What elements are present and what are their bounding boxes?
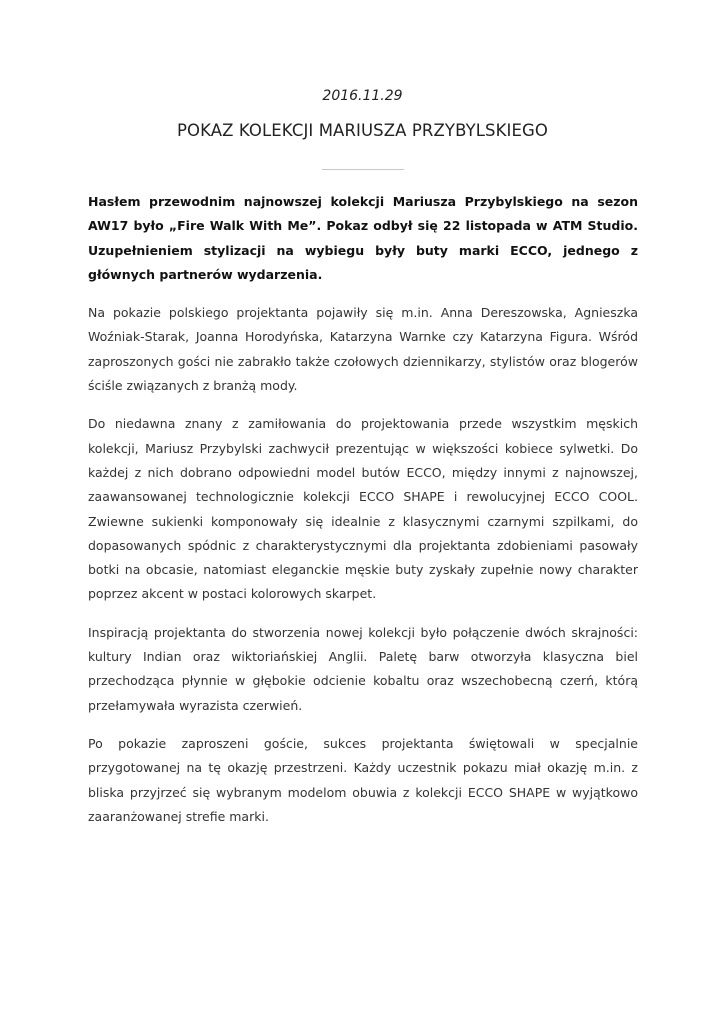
page-title: POKAZ KOLEKCJI MARIUSZA PRZYBYLSKIEGO — [176, 121, 549, 140]
document-date: 2016.11.29 — [322, 88, 403, 104]
body-paragraph-3: Inspiracją projektanta do stworzenia nowej kolekcji było połączenie dwóch skrajności: kultury Indian oraz wiktoriańskiej Anglii. Paletę barw otworzyła klasyczna biel przechodząca płynnie w głębokie odcienie kobaltu oraz wszechobecną czerń, którą przełamywała wyrazista czerwień. — [88, 624, 638, 713]
body-paragraph-4: Po pokazie zaproszeni goście, sukces projektanta świętowali w specjalnie przygotowanej na tę okazję przestrzeni. Każdy uczestnik pokazu miał okazję m.in. z bliska przyjrzeć się wybranym modelom obuwia z kolekcji ECCO SHAPE w wyjątkowo zaaranżowanej strefie marki. — [88, 735, 638, 824]
lead-paragraph: Hasłem przewodnim najnowszej kolekcji Mariusza Przybylskiego na sezon AW17 było „Fire Walk With Me”. Pokaz odbył się 22 listopada w ATM Studio. Uzupełnieniem stylizacji na wybiegu były buty marki ECCO, jednego z głównych partnerów wydarzenia. — [88, 194, 638, 282]
article-body — [88, 190, 638, 843]
body-paragraph-1: Na pokazie polskiego projektanta pojawiły się m.in. Anna Dereszowska, Agnieszka Woźniak-Starak, Joanna Horodyńska, Katarzyna Warnke czy Katarzyna Figura. Wśród zaproszonych gości nie zabrakło także czołowych dziennikarzy, stylistów oraz blogerów ściśle związanych z branżą mody. — [88, 305, 638, 394]
title-divider — [322, 169, 404, 170]
body-paragraph-2: Do niedawna znany z zamiłowania do projektowania przede wszystkim męskich kolekcji, Mariusz Przybylski zachwycił prezentując w większości kobiece sylwetki. Do każdej z nich dobrano odpowiedni model butów ECCO, między innymi z najnowszej, zaawansowanej technologicznie kolekcji ECCO SHAPE i rewolucyjnej ECCO COOL. Zwiewne sukienki komponowały się idealnie z klasycznymi czarnymi szpilkami, do dopasowanych spódnic z charakterystycznymi dla projektanta zdobieniami pasowały botki na obcasie, natomiast eleganckie męskie buty zyskały zupełnie nowy charakter poprzez akcent w postaci kolorowych skarpet. — [88, 416, 638, 602]
